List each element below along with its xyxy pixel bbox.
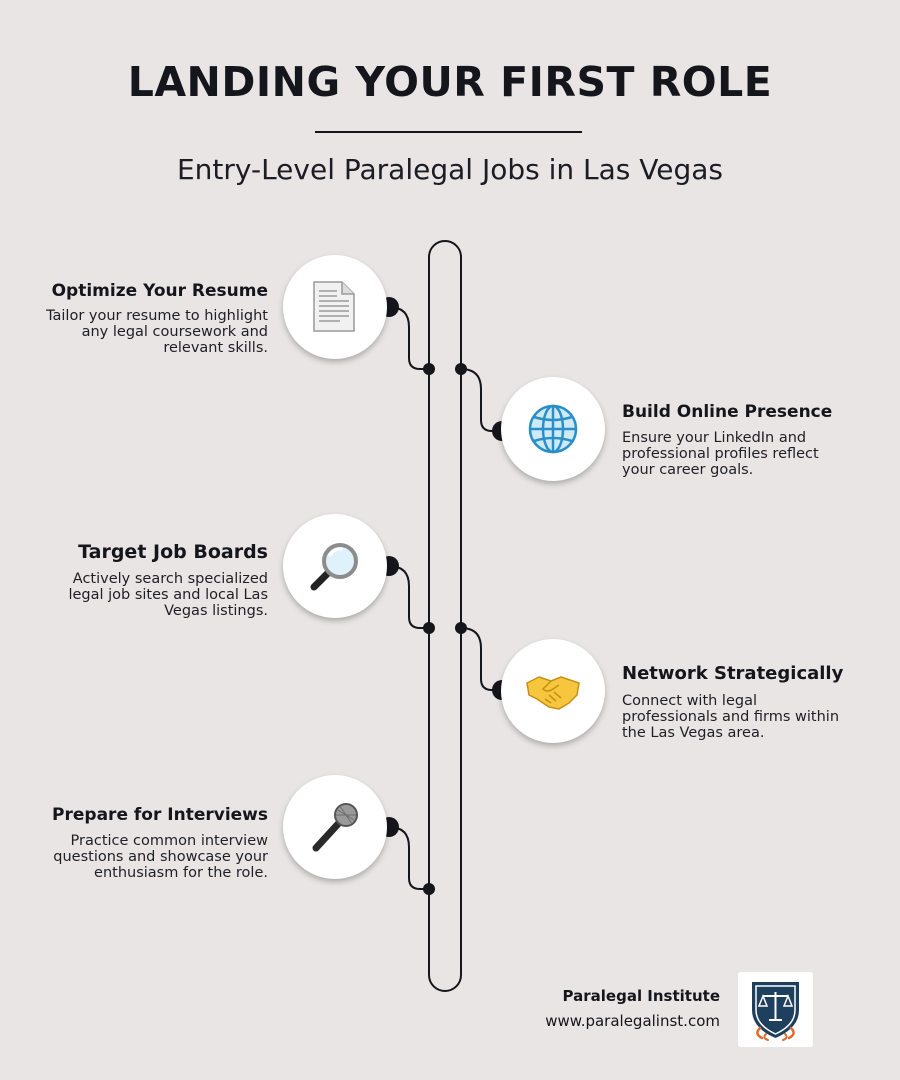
- junction-dot-step-2: [455, 363, 467, 375]
- document-icon: [310, 279, 360, 335]
- connector-step-4: [461, 628, 502, 690]
- timeline-track: [429, 241, 461, 991]
- step-2-title: Build Online Presence: [622, 402, 833, 422]
- step-4-description: Connect with legal professionals and firms within the Las Vegas area.: [622, 693, 840, 741]
- step-3-description: Actively search specialized legal job sites and local Las Vegas listings.: [68, 571, 268, 619]
- handshake-icon: [525, 669, 581, 713]
- organization-name: Paralegal Institute: [562, 987, 720, 1005]
- step-4-icon-circle: [501, 639, 605, 743]
- microphone-icon: [308, 800, 362, 854]
- step-3-icon-circle: [283, 514, 387, 618]
- connector-step-5: [389, 827, 429, 889]
- step-5-title: Prepare for Interviews: [52, 805, 268, 825]
- globe-icon: [527, 403, 579, 455]
- page-title: LANDING YOUR FIRST ROLE: [127, 58, 773, 106]
- connector-step-1: [389, 307, 429, 369]
- step-1-title: Optimize Your Resume: [51, 281, 268, 301]
- step-5-description: Practice common interview questions and showcase your enthusiasm for the role.: [53, 833, 268, 881]
- step-1-description: Tailor your resume to highlight any legal coursework and relevant skills.: [46, 308, 268, 356]
- junction-dot-step-1: [423, 363, 435, 375]
- scales-shield-logo-icon: [738, 972, 813, 1047]
- magnifying-glass-icon: [308, 539, 362, 593]
- junction-dot-step-3: [423, 622, 435, 634]
- junction-dot-step-4: [455, 622, 467, 634]
- page-subtitle: Entry-Level Paralegal Jobs in Las Vegas: [176, 153, 724, 186]
- step-4-title: Network Strategically: [622, 663, 844, 684]
- step-5-icon-circle: [283, 775, 387, 879]
- junction-dot-step-5: [423, 883, 435, 895]
- step-2-icon-circle: [501, 377, 605, 481]
- step-3-title: Target Job Boards: [78, 541, 268, 563]
- step-2-description: Ensure your LinkedIn and professional profiles reflect your career goals.: [622, 430, 819, 478]
- connector-step-3: [389, 566, 429, 628]
- organization-logo: [738, 972, 813, 1047]
- connector-step-2: [461, 369, 502, 431]
- step-1-icon-circle: [283, 255, 387, 359]
- organization-url: www.paralegalinst.com: [545, 1012, 720, 1030]
